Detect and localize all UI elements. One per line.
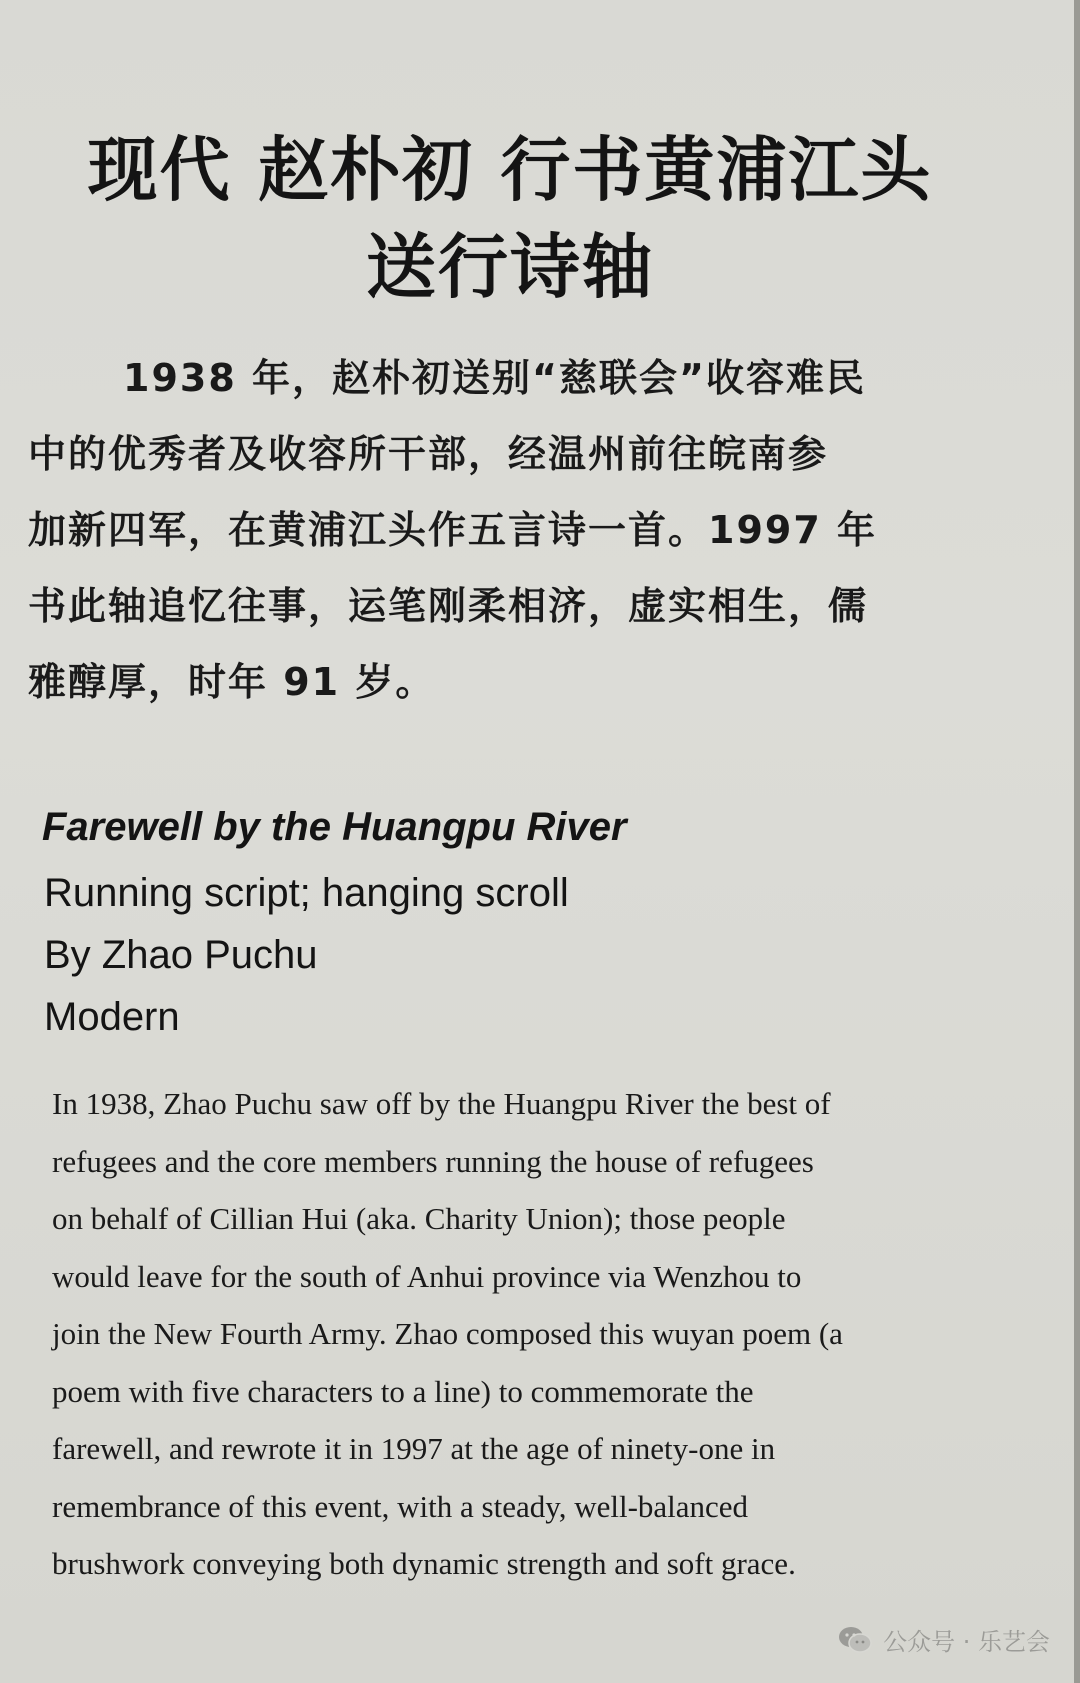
placard-edge: [1074, 0, 1080, 1683]
english-line: refugees and the core members running the house of refugees: [52, 1143, 814, 1179]
english-metadata: [44, 862, 569, 1048]
watermark-text: 公众号 · 乐艺会: [883, 1628, 1050, 1656]
english-line: would leave for the south of Anhui province via Wenzhou to: [52, 1258, 802, 1294]
english-line: In 1938, Zhao Puchu saw off by the Huangpu River the best of: [52, 1086, 831, 1121]
english-line: farewell, and rewrote it in 1997 at the age of ninety-one in: [52, 1431, 776, 1466]
wechat-icon: [837, 1625, 873, 1655]
artwork-period: Modern: [44, 995, 180, 1039]
chinese-line: 加新四军，在黄浦江头作五言诗一首。1997 年: [28, 508, 877, 552]
chinese-line: 1938 年，赵朴初送别“慈联会”收容难民: [123, 356, 866, 400]
artwork-author: By Zhao Puchu: [44, 933, 318, 977]
english-line: brushwork conveying both dynamic strength and soft grace.: [52, 1546, 796, 1581]
chinese-description: [28, 340, 1018, 720]
english-line: on behalf of Cillian Hui (aka. Charity Union); those people: [52, 1201, 786, 1236]
chinese-line: 雅醇厚，时年 91 岁。: [28, 660, 436, 704]
title-line-2: 送行诗轴: [366, 226, 654, 308]
english-line: join the New Fourth Army. Zhao composed this wuyan poem (a: [52, 1316, 843, 1351]
watermark: [837, 1622, 1050, 1657]
chinese-line: 书此轴追忆往事，运笔刚柔相济，虚实相生，儒: [28, 584, 869, 628]
chinese-line: 中的优秀者及收容所干部，经温州前往皖南参: [28, 432, 829, 476]
english-line: remembrance of this event, with a steady, well-balanced: [52, 1488, 749, 1524]
english-description: [52, 1075, 1042, 1593]
english-title: Farewell by the Huangpu River: [42, 805, 627, 849]
title-line-1: 现代 赵朴初 行书黄浦江头: [87, 129, 933, 211]
english-line: poem with five characters to a line) to commemorate the: [52, 1373, 754, 1409]
artwork-type: Running script; hanging scroll: [44, 871, 569, 915]
